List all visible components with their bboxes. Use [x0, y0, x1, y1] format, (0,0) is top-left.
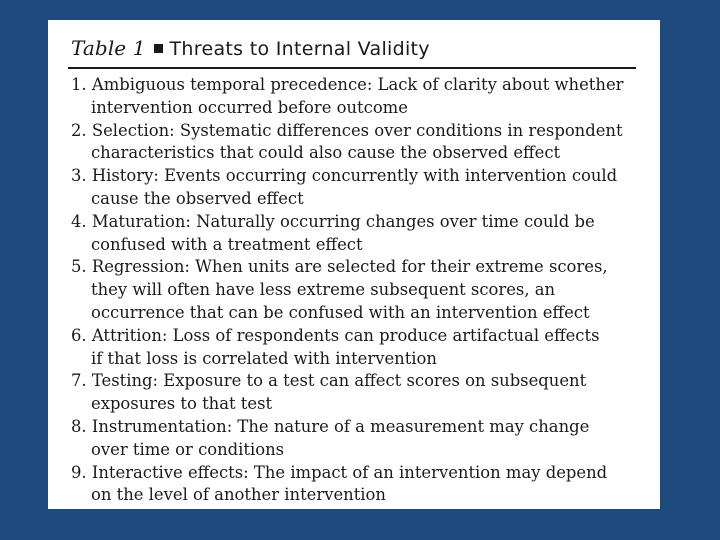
threat-item: [71, 120, 648, 166]
table-image: [48, 20, 660, 509]
table-title: [71, 35, 648, 65]
threat-number: 2.: [71, 120, 87, 140]
threat-item: [71, 370, 648, 416]
threat-item: [71, 325, 648, 371]
threat-text-line: they will often have less extreme subsequent scores, an: [91, 280, 556, 300]
threat-item: [71, 74, 648, 120]
threat-text-line: cause the observed effect: [91, 188, 304, 208]
threat-text-line: Attrition: Loss of respondents can produce artifactual effects: [91, 325, 600, 345]
threat-text-line: on the level of another intervention: [91, 485, 386, 505]
threat-text-line: Testing: Exposure to a test can affect scores on subsequent: [91, 371, 587, 391]
threat-text-line: Maturation: Naturally occurring changes over time could be: [91, 211, 595, 231]
threat-text-line: Ambiguous temporal precedence: Lack of clarity about whether: [91, 75, 624, 94]
threat-text-line: Interactive effects: The impact of an intervention may depend: [91, 462, 608, 482]
threat-text-line: confused with a treatment effect: [91, 234, 363, 254]
title-rule: [68, 67, 636, 69]
threat-item: [71, 256, 648, 324]
threat-number: 9.: [71, 462, 87, 482]
threat-text-line: Regression: When units are selected for their extreme scores,: [91, 257, 608, 277]
threat-text-line: intervention occurred before outcome: [91, 97, 408, 117]
threat-number: 6.: [71, 325, 87, 345]
threat-number: 1.: [71, 75, 87, 94]
threat-text-line: Instrumentation: The nature of a measurement may change: [91, 416, 590, 436]
table-label: Table 1: [71, 36, 146, 60]
table-title-text: Threats to Internal Validity: [169, 38, 430, 60]
threat-text-line: Selection: Systematic differences over conditions in respondent: [91, 120, 623, 140]
threat-item: [71, 462, 648, 508]
threat-list: [71, 74, 648, 507]
threat-item: [71, 416, 648, 462]
threat-text-line: occurrence that can be confused with an intervention effect: [91, 302, 590, 322]
square-bullet-icon: [154, 44, 163, 53]
threat-text-line: characteristics that could also cause the observed effect: [91, 143, 561, 163]
threat-item: [71, 211, 648, 257]
threat-text-line: exposures to that test: [91, 394, 273, 414]
threat-number: 4.: [71, 211, 87, 231]
threat-text-line: if that loss is correlated with intervention: [91, 348, 437, 368]
threat-number: 7.: [71, 371, 87, 391]
threat-text-line: over time or conditions: [91, 439, 285, 459]
threat-item: [71, 165, 648, 211]
threat-number: 5.: [71, 257, 87, 277]
threat-text-line: History: Events occurring concurrently with intervention could: [91, 166, 618, 186]
threat-number: 8.: [71, 416, 87, 436]
threat-number: 3.: [71, 166, 87, 186]
